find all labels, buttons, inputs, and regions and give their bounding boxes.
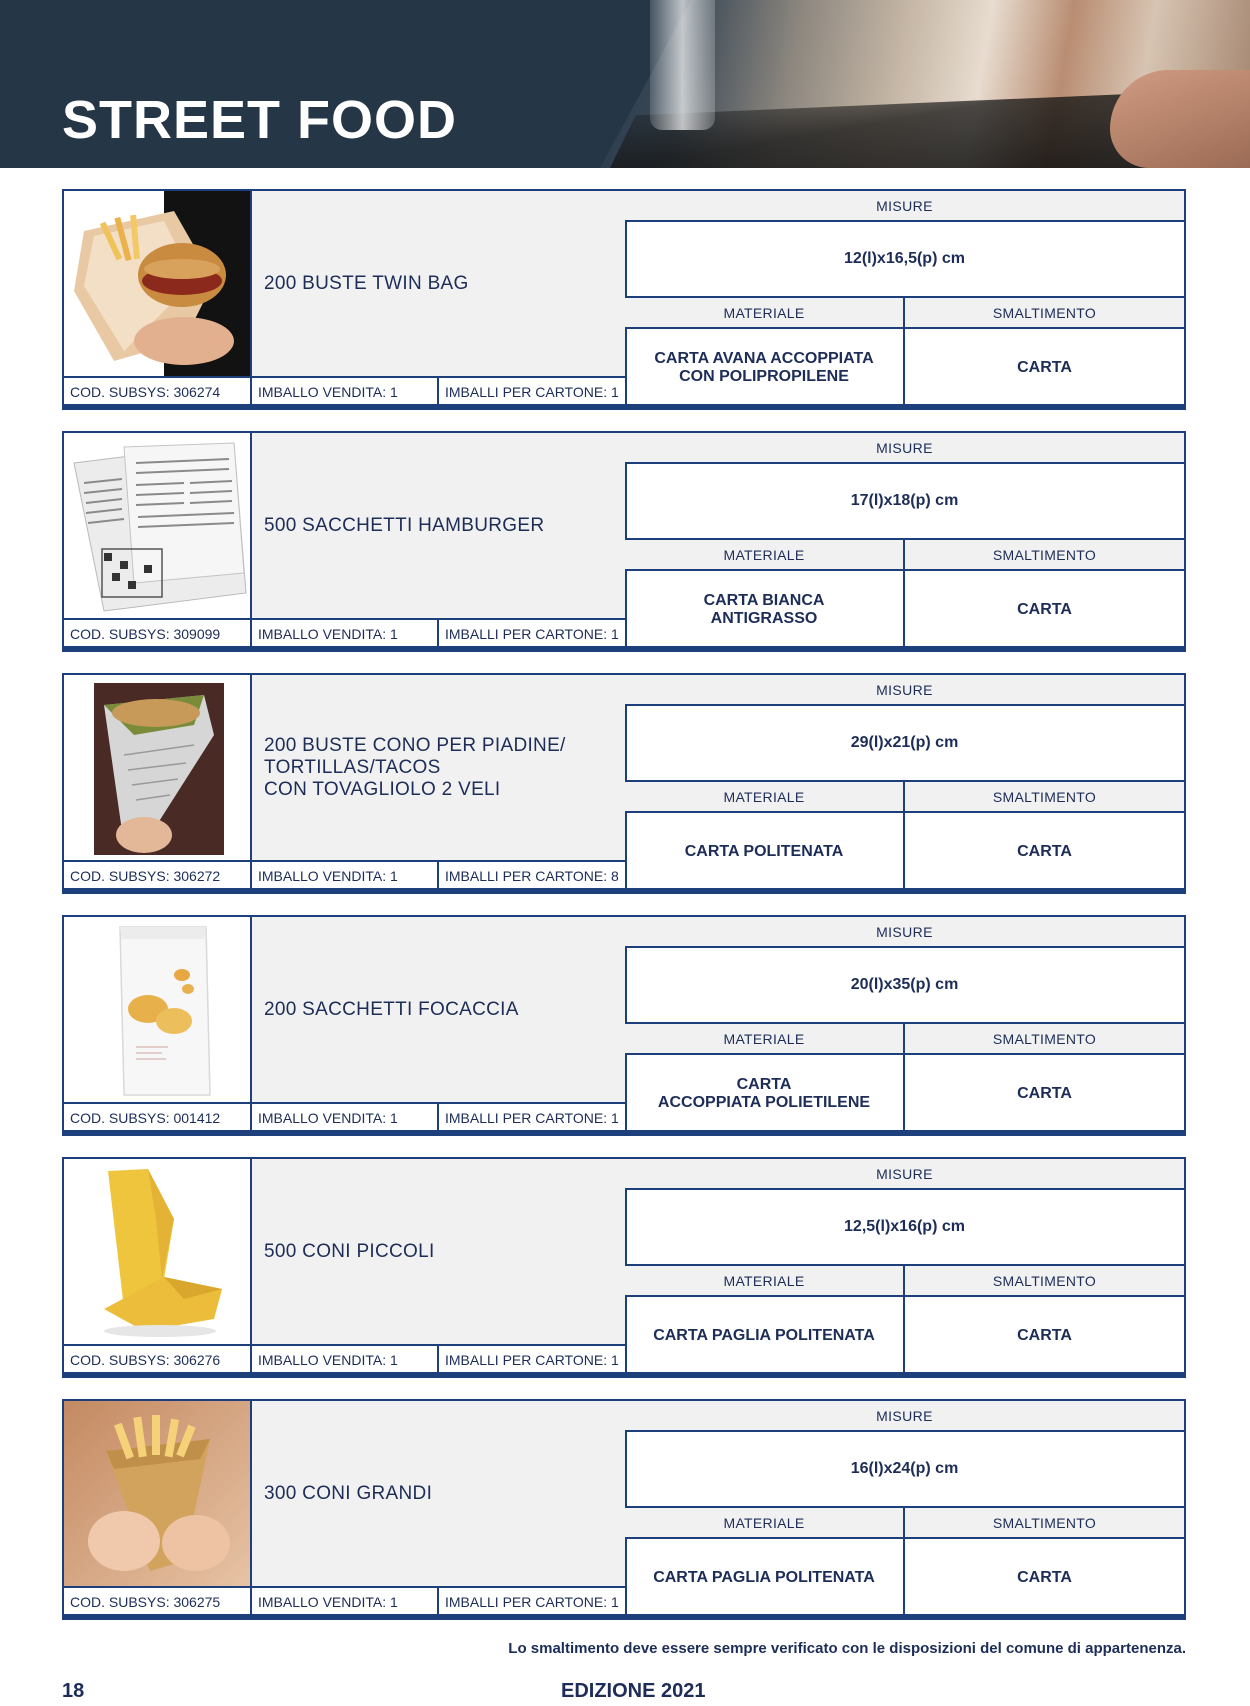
misure-header: MISURE xyxy=(625,433,1184,464)
product-info xyxy=(62,1399,627,1616)
smaltimento-header: SMALTIMENTO xyxy=(905,1508,1184,1539)
misure-header: MISURE xyxy=(625,1401,1184,1432)
materiale-value: CARTA POLITENATA xyxy=(625,813,905,890)
product-codes xyxy=(64,378,625,406)
product-info xyxy=(62,431,627,648)
page-header xyxy=(0,0,1250,168)
product-image xyxy=(64,1159,252,1346)
packs-per-carton: IMBALLI PER CARTONE: 1 xyxy=(445,626,619,642)
misure-value: 17(l)x18(p) cm xyxy=(625,464,1184,540)
misure-value: 29(l)x21(p) cm xyxy=(625,706,1184,782)
product-name: 200 BUSTE CONO PER PIADINE/ TORTILLAS/TACOS CON TOVAGLIOLO 2 VELI xyxy=(264,734,566,800)
misure-value: 20(l)x35(p) cm xyxy=(625,948,1184,1024)
product-code: COD. SUBSYS: 306275 xyxy=(64,1588,252,1616)
product-block-6 xyxy=(62,1399,1186,1621)
product-block-2 xyxy=(62,431,1186,653)
page-title: STREET FOOD xyxy=(62,90,458,150)
divider xyxy=(62,1132,1186,1136)
product-codes xyxy=(64,862,625,890)
sales-packaging: IMBALLO VENDITA: 1 xyxy=(252,620,439,648)
smaltimento-value: CARTA xyxy=(1017,1568,1072,1586)
misure-header: MISURE xyxy=(625,917,1184,948)
smaltimento-value: CARTA xyxy=(1017,358,1072,376)
product-name-cell xyxy=(252,1159,625,1346)
product-block-4 xyxy=(62,915,1186,1137)
fries-cone-image xyxy=(64,1401,252,1588)
product-name: 500 SACCHETTI HAMBURGER xyxy=(264,514,545,536)
misure-value: 12,5(l)x16(p) cm xyxy=(625,1190,1184,1266)
product-code: COD. SUBSYS: 306272 xyxy=(64,862,252,890)
materiale-header: MATERIALE xyxy=(625,540,905,571)
smaltimento-value: CARTA xyxy=(1017,1326,1072,1344)
disposal-note: Lo smaltimento deve essere sempre verificato con le disposizioni del comune di appartenenza. xyxy=(508,1640,1186,1657)
product-name: 200 BUSTE TWIN BAG xyxy=(264,272,469,294)
product-code: COD. SUBSYS: 306276 xyxy=(64,1346,252,1374)
product-specs xyxy=(625,1157,1186,1374)
divider xyxy=(62,406,1186,410)
product-specs xyxy=(625,431,1186,648)
sales-packaging: IMBALLO VENDITA: 1 xyxy=(252,1346,439,1374)
divider xyxy=(62,890,1186,894)
materiale-header: MATERIALE xyxy=(625,1508,905,1539)
product-codes xyxy=(64,1104,625,1132)
focaccia-bag-image xyxy=(64,917,252,1104)
header-photo-glass xyxy=(650,0,715,130)
product-info xyxy=(62,189,627,406)
edition-label: EDIZIONE 2021 xyxy=(561,1680,706,1702)
product-specs xyxy=(625,673,1186,890)
smaltimento-header: SMALTIMENTO xyxy=(905,298,1184,329)
product-codes xyxy=(64,1346,625,1374)
packs-per-carton: IMBALLI PER CARTONE: 1 xyxy=(445,1352,619,1368)
divider xyxy=(62,1616,1186,1620)
product-specs xyxy=(625,189,1186,406)
materiale-value: CARTA PAGLIA POLITENATA xyxy=(625,1539,905,1616)
sales-packaging: IMBALLO VENDITA: 1 xyxy=(252,378,439,406)
product-image xyxy=(64,1401,252,1588)
materiale-value: CARTA AVANA ACCOPPIATA CON POLIPROPILENE xyxy=(625,329,905,406)
misure-header: MISURE xyxy=(625,191,1184,222)
sales-packaging: IMBALLO VENDITA: 1 xyxy=(252,1104,439,1132)
product-codes xyxy=(64,1588,625,1616)
packs-per-carton: IMBALLI PER CARTONE: 1 xyxy=(445,1110,619,1126)
materiale-header: MATERIALE xyxy=(625,1266,905,1297)
product-block-1 xyxy=(62,189,1186,411)
header-photo-hand xyxy=(1110,70,1250,168)
yellow-cone-image xyxy=(64,1159,252,1346)
product-code: COD. SUBSYS: 309099 xyxy=(64,620,252,648)
product-name-cell xyxy=(252,675,625,862)
misure-header: MISURE xyxy=(625,1159,1184,1190)
product-specs xyxy=(625,915,1186,1132)
product-name: 500 CONI PICCOLI xyxy=(264,1240,435,1262)
burger-bag-image xyxy=(64,191,252,378)
sales-packaging: IMBALLO VENDITA: 1 xyxy=(252,862,439,890)
packs-per-carton: IMBALLI PER CARTONE: 1 xyxy=(445,384,619,400)
product-code: COD. SUBSYS: 306274 xyxy=(64,378,252,406)
materiale-header: MATERIALE xyxy=(625,1024,905,1055)
sales-packaging: IMBALLO VENDITA: 1 xyxy=(252,1588,439,1616)
product-name: 200 SACCHETTI FOCACCIA xyxy=(264,998,519,1020)
page-number: 18 xyxy=(62,1680,85,1702)
product-specs xyxy=(625,1399,1186,1616)
product-name: 300 CONI GRANDI xyxy=(264,1482,433,1504)
product-block-3 xyxy=(62,673,1186,895)
smaltimento-value: CARTA xyxy=(1017,1084,1072,1102)
packs-per-carton: IMBALLI PER CARTONE: 1 xyxy=(445,1594,619,1610)
smaltimento-header: SMALTIMENTO xyxy=(905,1266,1184,1297)
smaltimento-header: SMALTIMENTO xyxy=(905,540,1184,571)
materiale-value: CARTA BIANCA ANTIGRASSO xyxy=(625,571,905,648)
smaltimento-header: SMALTIMENTO xyxy=(905,1024,1184,1055)
smaltimento-header: SMALTIMENTO xyxy=(905,782,1184,813)
product-name-cell xyxy=(252,191,625,378)
newspaper-bag-image xyxy=(64,433,252,620)
product-info xyxy=(62,673,627,890)
wrap-cone-image xyxy=(64,675,252,862)
product-codes xyxy=(64,620,625,648)
smaltimento-value: CARTA xyxy=(1017,842,1072,860)
product-info xyxy=(62,915,627,1132)
misure-value: 16(l)x24(p) cm xyxy=(625,1432,1184,1508)
divider xyxy=(62,1374,1186,1378)
materiale-value: CARTA ACCOPPIATA POLIETILENE xyxy=(625,1055,905,1132)
misure-header: MISURE xyxy=(625,675,1184,706)
product-image xyxy=(64,191,252,378)
packs-per-carton: IMBALLI PER CARTONE: 8 xyxy=(445,868,619,884)
product-block-5 xyxy=(62,1157,1186,1379)
product-name-cell xyxy=(252,917,625,1104)
divider xyxy=(62,648,1186,652)
product-name-cell xyxy=(252,1401,625,1588)
product-image xyxy=(64,433,252,620)
materiale-header: MATERIALE xyxy=(625,298,905,329)
product-name-cell xyxy=(252,433,625,620)
materiale-header: MATERIALE xyxy=(625,782,905,813)
product-info xyxy=(62,1157,627,1374)
smaltimento-value: CARTA xyxy=(1017,600,1072,618)
product-code: COD. SUBSYS: 001412 xyxy=(64,1104,252,1132)
misure-value: 12(l)x16,5(p) cm xyxy=(625,222,1184,298)
product-image xyxy=(64,917,252,1104)
product-image xyxy=(64,675,252,862)
materiale-value: CARTA PAGLIA POLITENATA xyxy=(625,1297,905,1374)
